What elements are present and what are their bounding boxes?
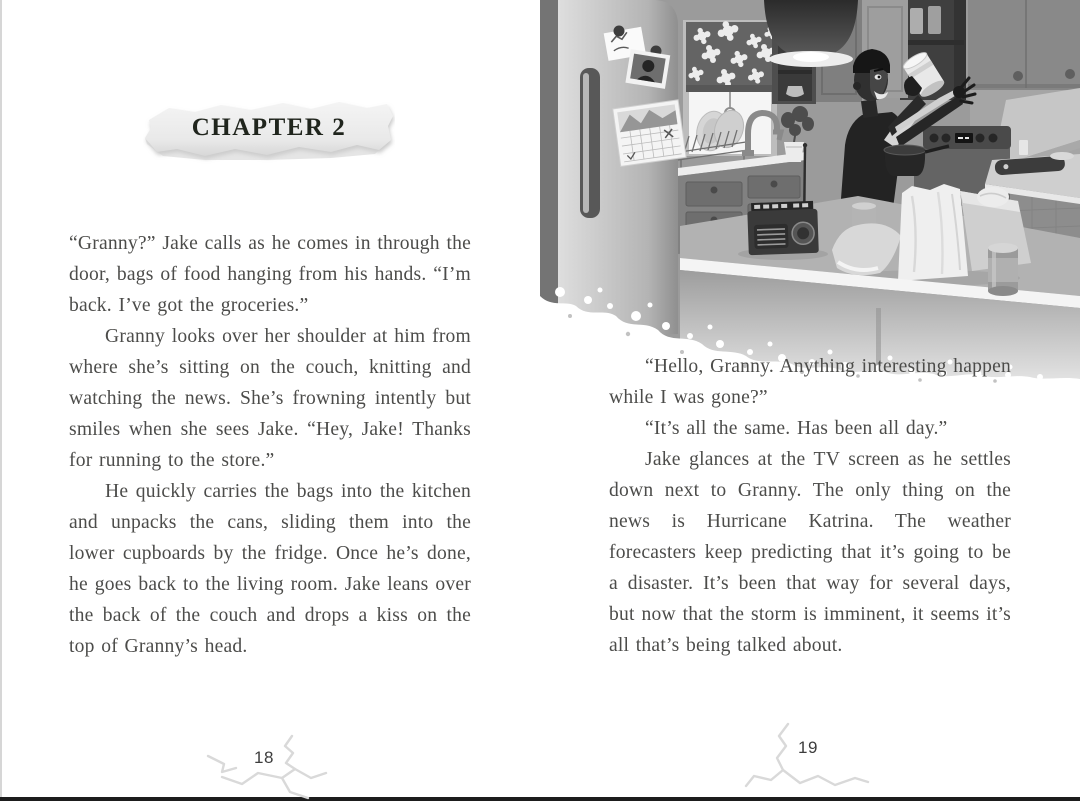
paragraph: “Granny?” Jake calls as he comes in through the door, bags of food hanging from his hands. “I’m back. I’ve got the groceries.” xyxy=(69,233,471,316)
page-number-left xyxy=(198,732,330,806)
page-number: 19 xyxy=(798,738,818,757)
paragraph: Granny looks over her shoulder at him from where she’s sitting on the couch, knitting and watching the news. She’s frowning intently but smiles when she sees Jake. “Hey, Jake! Thanks for running to the store.” xyxy=(69,326,471,471)
tall-grocery-bag xyxy=(898,184,968,281)
chapter-title: CHAPTER 2 xyxy=(191,114,347,141)
page-number-right xyxy=(742,722,874,796)
paragraph: “Hello, Granny. Anything interesting happen while I was gone?” xyxy=(609,356,1011,408)
page-edge-left xyxy=(0,0,2,801)
page-edge-bottom xyxy=(0,797,1080,801)
light-switch xyxy=(1019,140,1028,155)
fridge-photo xyxy=(625,49,670,89)
crack-decoration-icon xyxy=(198,732,330,806)
left-body-text xyxy=(69,228,471,662)
pendant-lamp-icon xyxy=(764,0,858,67)
paragraph: He quickly carries the bags into the kitchen and unpacks the cans, sliding them into the lower cupboards by the fridge. Once he’s done, he goes back to the living room. Jake leans over the back of the couch and drops a kiss on the top of Granny’s head. xyxy=(69,481,471,657)
page-number: 18 xyxy=(254,748,274,767)
crack-decoration-icon xyxy=(742,722,874,796)
right-body-text xyxy=(609,351,1011,661)
fridge-calendar xyxy=(613,100,686,167)
kitchen-illustration-svg xyxy=(540,0,1080,386)
paragraph: “It’s all the same. Has been all day.” xyxy=(645,418,948,439)
kitchen-illustration xyxy=(540,0,1080,386)
chapter-heading-scrap xyxy=(143,98,395,168)
canned-good xyxy=(988,243,1018,296)
paragraph: Jake glances at the TV screen as he settles down next to Granny. The only thing on the news is Hurricane Katrina. The weather forecasters keep predicting that it’s going to be a disaster. It’s been that way for several days, but now that the storm is imminent, it seems it’s all that’s being talked about. xyxy=(609,449,1011,656)
